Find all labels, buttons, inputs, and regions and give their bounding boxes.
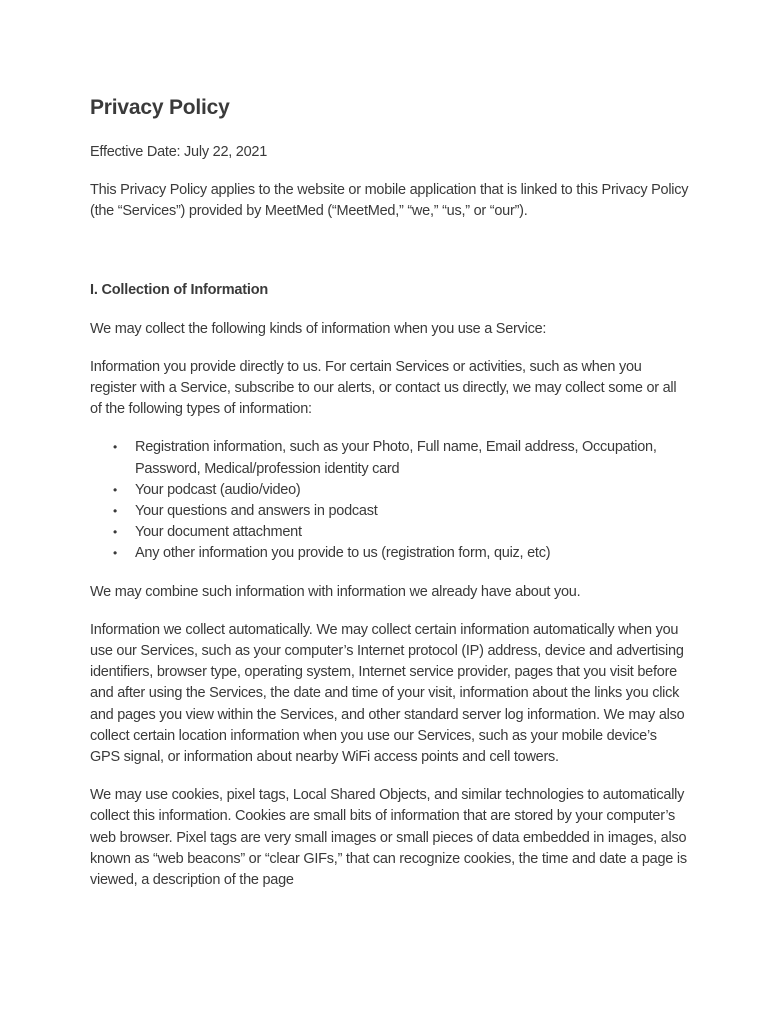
bullet-icon: •: [113, 525, 117, 540]
paragraph-cookies: We may use cookies, pixel tags, Local Shared Objects, and similar technologies to automatically collect this information. Cookies are small bits of information that are stored by your computer’s web browser. Pixel tags are very small images or small pieces of data embedded in images, also known as “web beacons” or “clear GIFs,” that can recognize cookies, the time and date a page is viewed, a description of the page: [90, 787, 687, 889]
list-item-text: Any other information you provide to us (registration form, quiz, etc): [135, 545, 551, 562]
list-item-text: Your podcast (audio/video): [135, 481, 301, 498]
list-item: [113, 543, 690, 564]
list-item: [113, 501, 690, 522]
document-page: [90, 93, 690, 908]
bullet-icon: •: [113, 546, 117, 561]
list-item: [113, 522, 690, 543]
bullet-icon: •: [113, 440, 117, 455]
paragraph-provided-directly: Information you provide directly to us. For certain Services or activities, such as when you register with a Service, subscribe to our alerts, or contact us directly, we may collect some or all of the following types of information:: [90, 358, 677, 418]
list-item-text: Your questions and answers in podcast: [135, 503, 378, 520]
list-item: [113, 480, 690, 501]
section-heading-collection: I. Collection of Information: [90, 281, 269, 298]
information-list: [90, 437, 690, 564]
list-item-text: Registration information, such as your Photo, Full name, Email address, Occupation, Password, Medical/profession identity card: [135, 439, 657, 477]
list-item: [113, 437, 690, 479]
bullet-icon: •: [113, 504, 117, 519]
list-item-text: Your document attachment: [135, 524, 302, 541]
paragraph-automatic: Information we collect automatically. We may collect certain information automatically when you use our Services, such as your computer’s Internet protocol (IP) address, device and advertising identifiers, browser type, operating system, Internet service provider, pages that you visit before and after using the Services, the date and time of your visit, information about the links you click and pages you view within the Services, and other standard server log information. We may also collect certain location information when you use our Services, such as your mobile device’s GPS signal, or information about nearby WiFi access points and cell towers.: [90, 621, 685, 766]
paragraph-combine: We may combine such information with information we already have about you.: [90, 583, 581, 600]
intro-paragraph: This Privacy Policy applies to the website or mobile application that is linked to this Privacy Policy (the “Services”) provided by MeetMed (“MeetMed,” “we,” “us,” or “our”).: [90, 182, 689, 220]
page-title: Privacy Policy: [90, 96, 230, 119]
bullet-icon: •: [113, 482, 117, 497]
effective-date: Effective Date: July 22, 2021: [90, 144, 268, 160]
paragraph-kinds: We may collect the following kinds of information when you use a Service:: [90, 320, 547, 337]
